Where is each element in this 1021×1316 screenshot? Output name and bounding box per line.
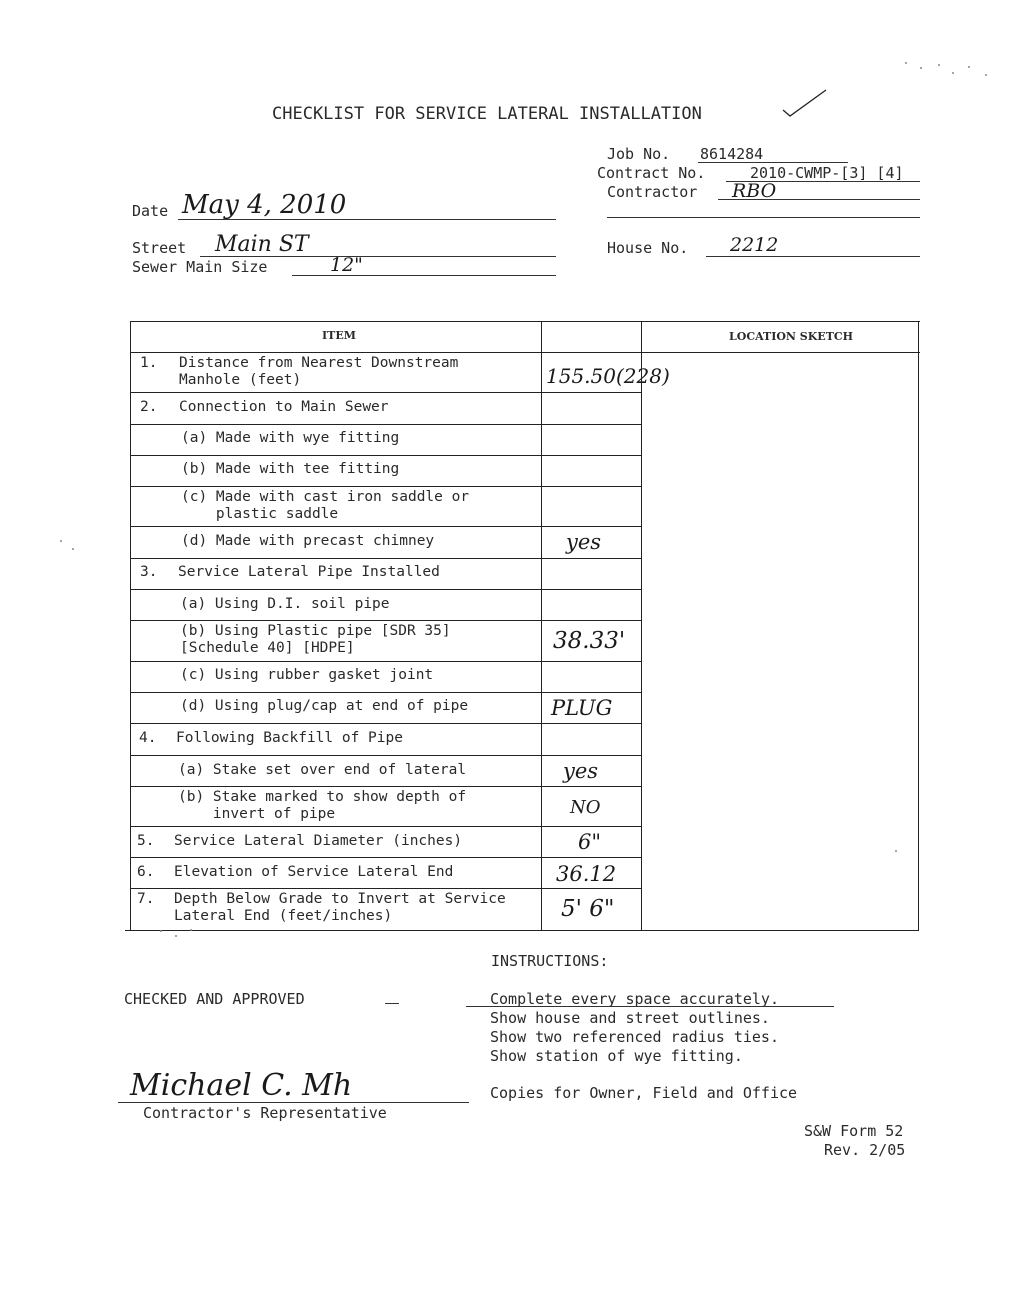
date-value: May 4, 2010 (182, 190, 347, 220)
contract-no-value: 2010-CWMP-[3] [4] (750, 164, 904, 182)
row-item: (a) Stake set over end of lateral (178, 762, 467, 778)
row-item: Following Backfill of Pipe (176, 730, 403, 746)
checked-and-approved: CHECKED AND APPROVED (124, 990, 305, 1008)
row-number: 5. (137, 833, 155, 849)
row-item: (b) Using Plastic pipe [SDR 35] [Schedule 40] [HDPE] (180, 623, 451, 656)
row-answer: yes (566, 530, 602, 554)
job-no-label: Job No. (607, 145, 671, 163)
row-item: (b) Stake marked to show depth of invert of pipe (178, 789, 467, 822)
row-number: 6. (137, 864, 155, 880)
row-item: (c) Made with cast iron saddle or plastic saddle (181, 489, 470, 522)
contractor-value: RBO (732, 180, 777, 202)
instruction-line: Complete every space accurately. (490, 990, 779, 1008)
checkmark-icon (780, 86, 830, 120)
row-answer: 155.50(228) (546, 364, 670, 388)
contractors-representative-label: Contractor's Representative (143, 1104, 387, 1122)
contract-no-label: Contract No. (597, 164, 706, 182)
row-item: Distance from Nearest Downstream Manhole (feet) (179, 355, 459, 388)
row-item: Depth Below Grade to Invert at Service Lateral End (feet/inches) (174, 891, 506, 924)
form-number: S&W Form 52 (804, 1122, 904, 1140)
signature: Michael C. Mh (130, 1068, 353, 1103)
sewer-main-size-label: Sewer Main Size (132, 258, 268, 276)
location-sketch-header: LOCATION SKETCH (729, 330, 854, 343)
row-answer: 6" (578, 830, 602, 854)
house-no-value: 2212 (730, 234, 779, 256)
row-number: 7. (137, 891, 155, 907)
row-answer: yes (563, 759, 599, 783)
row-item: (a) Using D.I. soil pipe (180, 596, 390, 612)
row-number: 1. (140, 355, 158, 371)
row-item: Elevation of Service Lateral End (174, 864, 454, 880)
row-item: (a) Made with wye fitting (181, 430, 400, 446)
street-value: Main ST (215, 232, 309, 257)
row-answer: PLUG (551, 696, 613, 720)
revision: Rev. 2/05 (824, 1141, 906, 1159)
row-item: (d) Made with precast chimney (181, 533, 435, 549)
row-item: (c) Using rubber gasket joint (180, 667, 434, 683)
job-no-value: 8614284 (700, 145, 764, 163)
row-item: Service Lateral Diameter (inches) (174, 833, 463, 849)
item-header: ITEM (322, 329, 356, 342)
row-answer: NO (570, 797, 601, 818)
row-item: Service Lateral Pipe Installed (178, 564, 440, 580)
instructions-heading: INSTRUCTIONS: (491, 952, 609, 970)
row-answer: 5' 6" (561, 896, 615, 922)
date-label: Date (132, 202, 169, 220)
copies-line: Copies for Owner, Field and Office (490, 1084, 798, 1102)
row-answer: 38.33' (553, 628, 626, 654)
row-number: 2. (140, 399, 158, 415)
row-number: 3. (140, 564, 158, 580)
sewer-main-size-value: 12" (330, 254, 363, 276)
row-number: 4. (139, 730, 157, 746)
instruction-line: Show house and street outlines. (490, 1009, 770, 1027)
contractor-label: Contractor (607, 183, 698, 201)
page-title: CHECKLIST FOR SERVICE LATERAL INSTALLATION (272, 104, 702, 124)
row-item: (b) Made with tee fitting (181, 461, 400, 477)
house-no-label: House No. (607, 239, 689, 257)
row-answer: 36.12 (556, 862, 617, 886)
row-item: Connection to Main Sewer (179, 399, 389, 415)
instruction-line: Show station of wye fitting. (490, 1047, 743, 1065)
street-label: Street (132, 239, 187, 257)
instruction-line: Show two referenced radius ties. (490, 1028, 779, 1046)
row-item: (d) Using plug/cap at end of pipe (180, 698, 469, 714)
